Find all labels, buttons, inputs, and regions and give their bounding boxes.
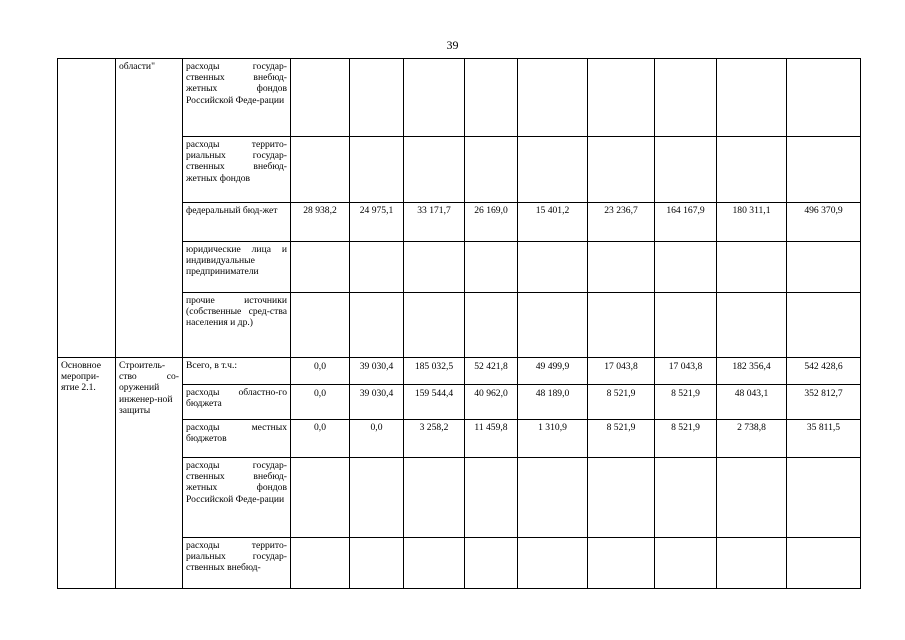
value-cell bbox=[655, 59, 717, 137]
value-cell: 0,0 bbox=[291, 385, 350, 420]
source-label: расходы областно-го бюджета bbox=[183, 385, 291, 420]
source-label: расходы террито-риальных государ-ственных внебюд-жетных фондов bbox=[183, 137, 291, 203]
value-cell bbox=[404, 538, 465, 589]
value-cell: 8 521,9 bbox=[655, 385, 717, 420]
value-cell: 164 167,9 bbox=[655, 203, 717, 242]
value-cell bbox=[717, 293, 787, 358]
value-cell: 185 032,5 bbox=[404, 358, 465, 385]
value-cell: 0,0 bbox=[350, 420, 404, 458]
source-label: расходы террито-риальных государ-ственных внебюд- bbox=[183, 538, 291, 589]
source-label: юридические лица и индивидуальные предприниматели bbox=[183, 242, 291, 293]
value-cell bbox=[717, 458, 787, 538]
value-cell bbox=[291, 293, 350, 358]
value-cell: 8 521,9 bbox=[588, 420, 655, 458]
value-cell: 26 169,0 bbox=[465, 203, 518, 242]
value-cell: 24 975,1 bbox=[350, 203, 404, 242]
source-label: расходы местных бюджетов bbox=[183, 420, 291, 458]
value-cell bbox=[655, 293, 717, 358]
value-cell bbox=[465, 293, 518, 358]
value-cell: 159 544,4 bbox=[404, 385, 465, 420]
value-cell bbox=[404, 458, 465, 538]
value-cell bbox=[404, 59, 465, 137]
value-cell bbox=[588, 242, 655, 293]
value-cell bbox=[350, 59, 404, 137]
value-cell bbox=[465, 137, 518, 203]
value-cell: 15 401,2 bbox=[518, 203, 588, 242]
value-cell bbox=[518, 293, 588, 358]
value-cell: 23 236,7 bbox=[588, 203, 655, 242]
source-label: прочие источники (собственные сред-ства населения и др.) bbox=[183, 293, 291, 358]
value-cell: 28 938,2 bbox=[291, 203, 350, 242]
value-cell: 2 738,8 bbox=[717, 420, 787, 458]
value-cell: 17 043,8 bbox=[588, 358, 655, 385]
source-label: Всего, в т.ч.: bbox=[183, 358, 291, 385]
page-number: 39 bbox=[446, 38, 459, 52]
value-cell: 0,0 bbox=[291, 358, 350, 385]
value-cell bbox=[350, 293, 404, 358]
value-cell bbox=[787, 242, 861, 293]
value-cell bbox=[787, 137, 861, 203]
value-cell bbox=[717, 59, 787, 137]
value-cell bbox=[465, 458, 518, 538]
value-cell bbox=[518, 458, 588, 538]
table-row bbox=[58, 358, 861, 385]
funding-table bbox=[57, 58, 861, 589]
value-cell bbox=[787, 538, 861, 589]
value-cell bbox=[588, 137, 655, 203]
value-cell bbox=[350, 458, 404, 538]
value-cell bbox=[518, 242, 588, 293]
value-cell bbox=[655, 538, 717, 589]
value-cell: 39 030,4 bbox=[350, 385, 404, 420]
event-name-cell: Строитель-ство со-оружений инженер-ной защиты bbox=[116, 358, 183, 589]
value-cell bbox=[518, 59, 588, 137]
value-cell bbox=[717, 242, 787, 293]
value-cell bbox=[465, 59, 518, 137]
value-cell bbox=[717, 538, 787, 589]
value-cell bbox=[291, 538, 350, 589]
value-cell bbox=[404, 293, 465, 358]
value-cell bbox=[465, 242, 518, 293]
source-label: расходы государ-ственных внебюд-жетных фондов Российской Феде-рации bbox=[183, 458, 291, 538]
value-cell: 39 030,4 bbox=[350, 358, 404, 385]
value-cell: 1 310,9 bbox=[518, 420, 588, 458]
value-cell: 352 812,7 bbox=[787, 385, 861, 420]
value-cell bbox=[291, 59, 350, 137]
value-cell bbox=[291, 137, 350, 203]
value-cell: 180 311,1 bbox=[717, 203, 787, 242]
source-label: расходы государ-ственных внебюд-жетных фондов Российской Феде-рации bbox=[183, 59, 291, 137]
value-cell bbox=[588, 59, 655, 137]
source-label: федеральный бюд-жет bbox=[183, 203, 291, 242]
value-cell bbox=[588, 458, 655, 538]
value-cell: 8 521,9 bbox=[655, 420, 717, 458]
value-cell bbox=[655, 137, 717, 203]
value-cell: 542 428,6 bbox=[787, 358, 861, 385]
value-cell: 52 421,8 bbox=[465, 358, 518, 385]
value-cell bbox=[518, 538, 588, 589]
value-cell bbox=[655, 242, 717, 293]
value-cell: 48 043,1 bbox=[717, 385, 787, 420]
value-cell bbox=[588, 293, 655, 358]
status-cell bbox=[58, 59, 116, 358]
value-cell bbox=[291, 242, 350, 293]
value-cell: 11 459,8 bbox=[465, 420, 518, 458]
event-name-cell: области" bbox=[116, 59, 183, 358]
value-cell bbox=[404, 137, 465, 203]
value-cell bbox=[350, 137, 404, 203]
value-cell bbox=[717, 137, 787, 203]
value-cell bbox=[465, 538, 518, 589]
value-cell bbox=[291, 458, 350, 538]
value-cell bbox=[787, 293, 861, 358]
value-cell: 0,0 bbox=[291, 420, 350, 458]
value-cell: 35 811,5 bbox=[787, 420, 861, 458]
status-cell: Основное меропри-ятие 2.1. bbox=[58, 358, 116, 589]
value-cell: 182 356,4 bbox=[717, 358, 787, 385]
value-cell bbox=[350, 242, 404, 293]
value-cell bbox=[518, 137, 588, 203]
value-cell: 8 521,9 bbox=[588, 385, 655, 420]
value-cell: 3 258,2 bbox=[404, 420, 465, 458]
value-cell bbox=[655, 458, 717, 538]
value-cell bbox=[404, 242, 465, 293]
value-cell bbox=[787, 458, 861, 538]
value-cell: 40 962,0 bbox=[465, 385, 518, 420]
value-cell bbox=[350, 538, 404, 589]
value-cell bbox=[588, 538, 655, 589]
value-cell: 33 171,7 bbox=[404, 203, 465, 242]
value-cell: 48 189,0 bbox=[518, 385, 588, 420]
value-cell: 49 499,9 bbox=[518, 358, 588, 385]
value-cell bbox=[787, 59, 861, 137]
value-cell: 17 043,8 bbox=[655, 358, 717, 385]
value-cell: 496 370,9 bbox=[787, 203, 861, 242]
table-row bbox=[58, 59, 861, 137]
